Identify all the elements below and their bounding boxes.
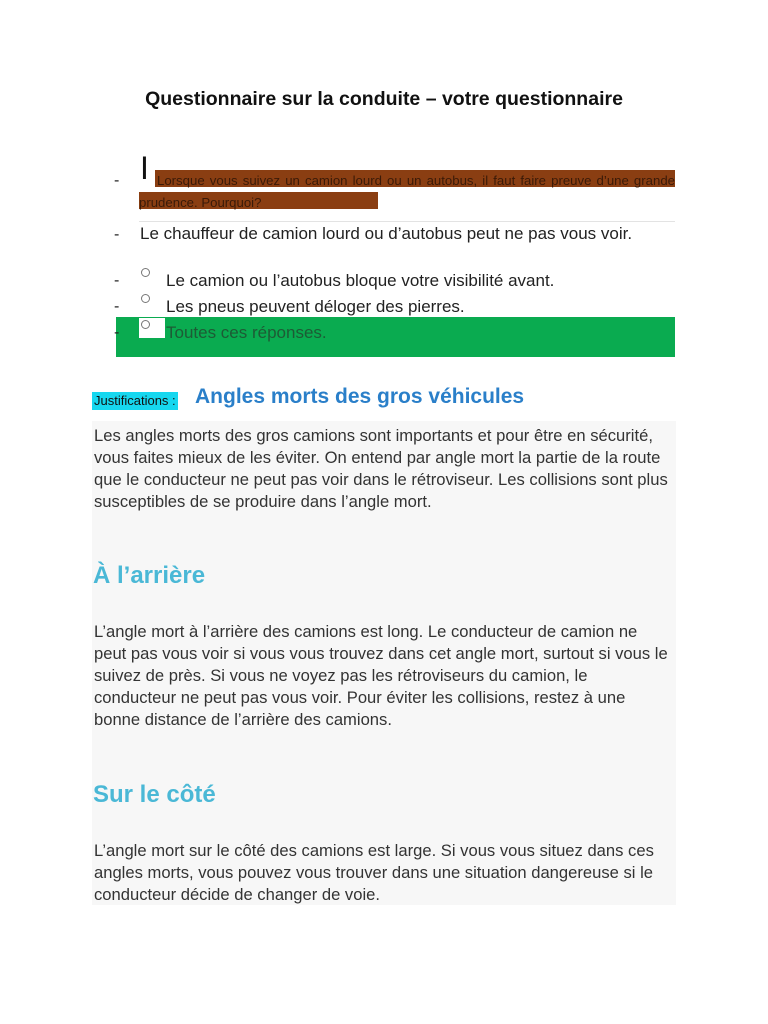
question-marker: I xyxy=(140,150,149,186)
list-dash: - xyxy=(114,324,120,341)
answer-option-4: Toutes ces réponses. xyxy=(166,323,327,342)
intro-paragraph: Les angles morts des gros camions sont importants et pour être en sécurité, vous faites mieux de les éviter. On entend par angle mort la partie de la route que le conducteur ne peut pas voir dans le rétroviseur. Les collisions sont plus susceptibles de se produire dans l’angle mort. xyxy=(94,426,668,511)
section-paragraph: L’angle mort à l’arrière des camions est long. Le conducteur de camion ne peut pas vous voir si vous vous trouvez dans cet angle mort, surtout si vous le suivez de près. Si vous ne voyez pas les rétroviseurs du camion, le conducteur ne peut pas vous voir. Pour éviter les collisions, restez à une bonne distance de l’arrière des camions. xyxy=(94,622,668,729)
radio-button[interactable] xyxy=(141,294,150,303)
radio-button[interactable] xyxy=(141,268,150,277)
list-dash: - xyxy=(114,226,120,243)
list-dash: - xyxy=(114,298,120,315)
answer-option-3: Les pneus peuvent déloger des pierres. xyxy=(166,297,465,316)
section-heading: À l’arrière xyxy=(93,562,206,589)
question-text: Lorsque vous suivez un camion lourd ou un autobus, il faut faire preuve d’une grande prudence. Pourquoi? xyxy=(139,173,675,210)
section-heading: Sur le côté xyxy=(93,781,216,808)
section-paragraph: L’angle mort sur le côté des camions est large. Si vous vous situez dans ces angles morts, vous pouvez vous trouver dans une situation dangereuse si le conducteur décide de changer de voie. xyxy=(94,841,654,904)
radio-button[interactable] xyxy=(141,320,150,329)
list-dash: - xyxy=(114,172,120,189)
justification-title: Angles morts des gros véhicules xyxy=(195,385,525,408)
justification-label: Justifications : xyxy=(94,393,176,408)
answer-option-1: Le chauffeur de camion lourd ou d’autobus peut ne pas vous voir. xyxy=(140,224,633,243)
divider xyxy=(139,221,675,222)
answer-option-2: Le camion ou l’autobus bloque votre visibilité avant. xyxy=(166,271,555,290)
page-title: Questionnaire sur la conduite – votre questionnaire xyxy=(145,88,623,110)
list-dash: - xyxy=(114,272,120,289)
